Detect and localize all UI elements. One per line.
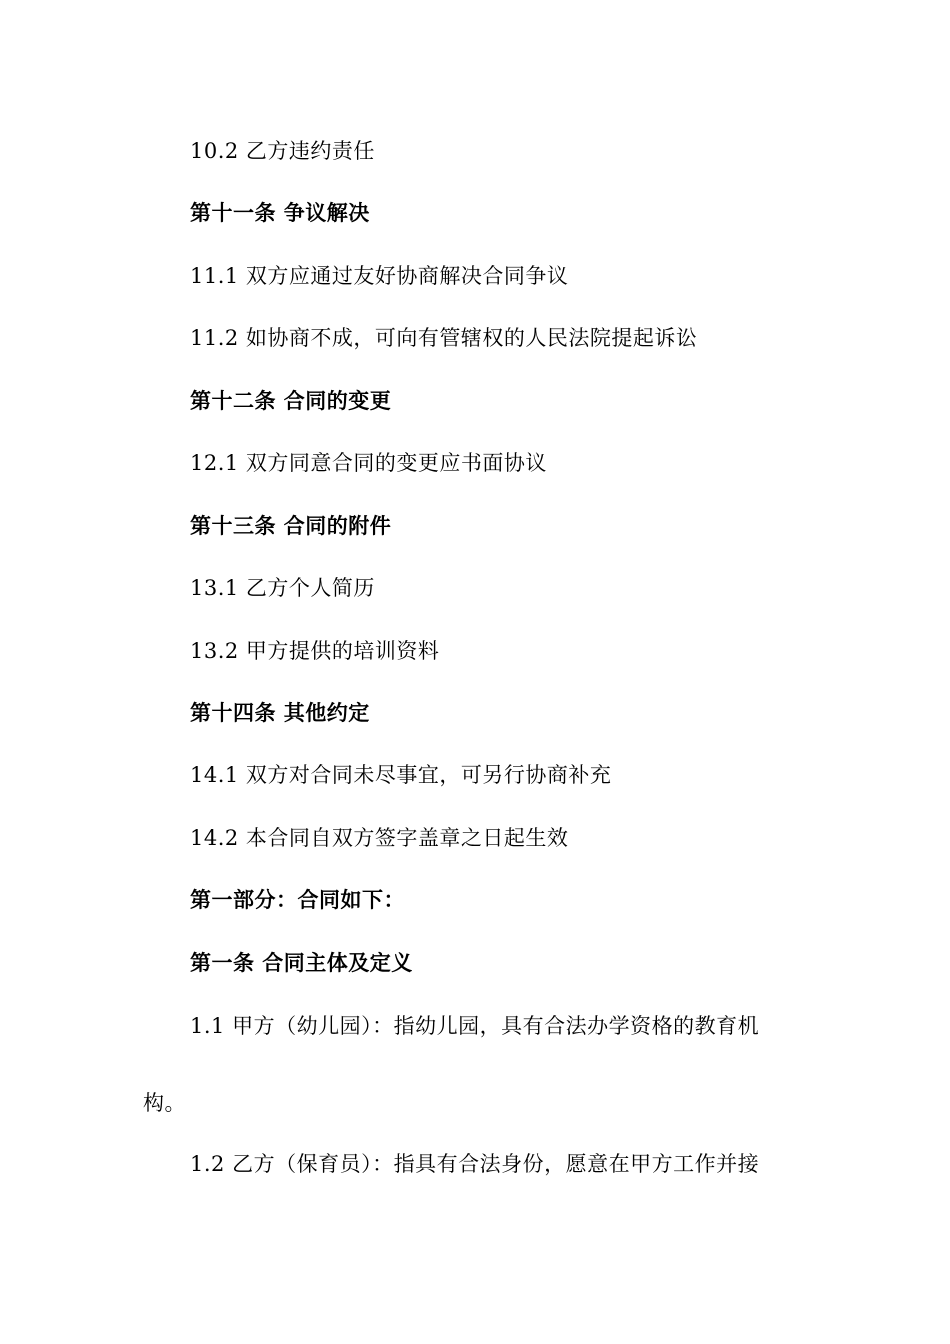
article-1-heading: 第一条 合同主体及定义 <box>190 951 413 975</box>
clause-1-1-continuation: 构。 <box>143 1091 186 1115</box>
clause-10-2: 10.2 乙方违约责任 <box>190 139 375 163</box>
article-12-heading: 第十二条 合同的变更 <box>190 389 392 413</box>
clause-14-2: 14.2 本合同自双方签字盖章之日起生效 <box>190 826 569 850</box>
clause-1-2: 1.2 乙方（保育员）：指具有合法身份，愿意在甲方工作并接 <box>190 1152 760 1176</box>
clause-13-2: 13.2 甲方提供的培训资料 <box>190 639 440 663</box>
part-1-heading: 第一部分：合同如下： <box>190 888 405 912</box>
article-11-heading: 第十一条 争议解决 <box>190 201 370 225</box>
clause-11-2: 11.2 如协商不成，可向有管辖权的人民法院提起诉讼 <box>190 326 698 350</box>
clause-1-1: 1.1 甲方（幼儿园）：指幼儿园，具有合法办学资格的教育机 <box>190 1014 760 1038</box>
article-13-heading: 第十三条 合同的附件 <box>190 514 392 538</box>
clause-12-1: 12.1 双方同意合同的变更应书面协议 <box>190 451 547 475</box>
clause-11-1: 11.1 双方应通过友好协商解决合同争议 <box>190 264 569 288</box>
clause-14-1: 14.1 双方对合同未尽事宜，可另行协商补充 <box>190 763 612 787</box>
clause-13-1: 13.1 乙方个人简历 <box>190 576 375 600</box>
article-14-heading: 第十四条 其他约定 <box>190 701 370 725</box>
